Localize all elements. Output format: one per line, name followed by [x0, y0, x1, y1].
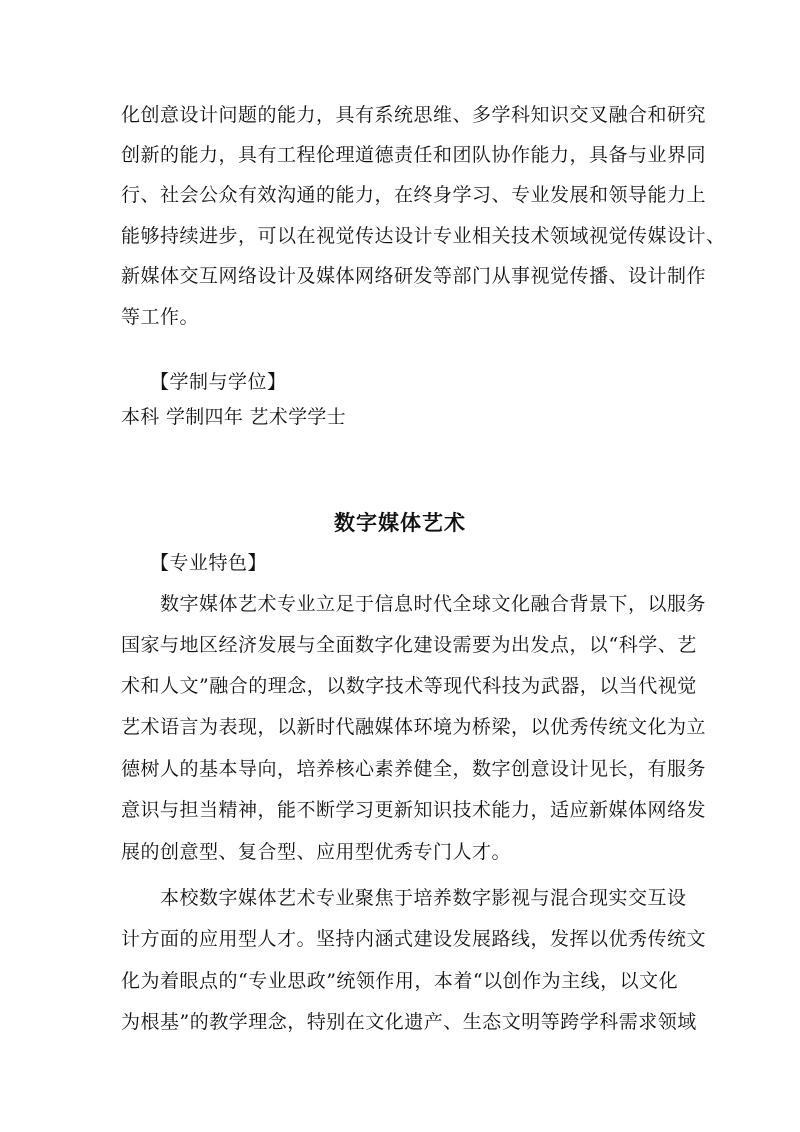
degree-text: 本科 学制四年 艺术学学士 [121, 406, 346, 428]
paragraph1-line-4: 艺术语言为表现，以新时代融媒体环境为桥梁，以优秀传统文化为立 [121, 716, 707, 738]
prev-paragraph-line-5: 新媒体交互网络设计及媒体网络研发等部门从事视觉传播、设计制作 [121, 265, 707, 287]
paragraph1-line-5: 德树人的基本导向，培养核心素养健全，数字创意设计见长，有服务 [121, 758, 707, 780]
prev-paragraph-line-6: 等工作。 [121, 306, 200, 328]
paragraph1-line-2: 国家与地区经济发展与全面数字化建设需要为出发点，以“科学、艺 [121, 634, 697, 656]
paragraph1-line-3: 术和人文”融合的理念，以数字技术等现代科技为武器，以当代视觉 [121, 675, 697, 697]
paragraph2-line-4: 为根基”的教学理念，特别在文化遗产、生态文明等跨学科需求领域 [121, 1011, 697, 1033]
feature-heading: 【专业特色】 [150, 552, 268, 574]
paragraph1-line-6: 意识与担当精神，能不断学习更新知识技术能力，适应新媒体网络发 [121, 799, 707, 821]
paragraph2-line-3: 化为着眼点的“专业思政”统领作用，本着“以创作为主线，以文化 [121, 970, 679, 992]
prev-paragraph-line-3: 行、社会公众有效沟通的能力，在终身学习、专业发展和领导能力上 [121, 184, 707, 206]
paragraph2-line-1: 本校数字媒体艺术专业聚焦于培养数字影视与混合现实交互设 [160, 887, 687, 909]
paragraph2-line-2: 计方面的应用型人才。坚持内涵式建设发展路线，发挥以优秀传统文 [121, 928, 707, 950]
prev-paragraph-line-2: 创新的能力，具有工程伦理道德责任和团队协作能力，具备与业界同 [121, 144, 707, 166]
paragraph1-line-7: 展的创意型、复合型、应用型优秀专门人才。 [121, 841, 512, 863]
prev-paragraph-line-1: 化创意设计问题的能力，具有系统思维、多学科知识交叉融合和研究 [121, 104, 707, 126]
degree-heading: 【学制与学位】 [150, 371, 287, 393]
prev-paragraph-line-4: 能够持续进步，可以在视觉传达设计专业相关技术领域视觉传媒设计、 [121, 225, 726, 247]
section-title: 数字媒体艺术 [334, 511, 466, 535]
paragraph1-line-1: 数字媒体艺术专业立足于信息时代全球文化融合背景下，以服务 [160, 593, 707, 615]
